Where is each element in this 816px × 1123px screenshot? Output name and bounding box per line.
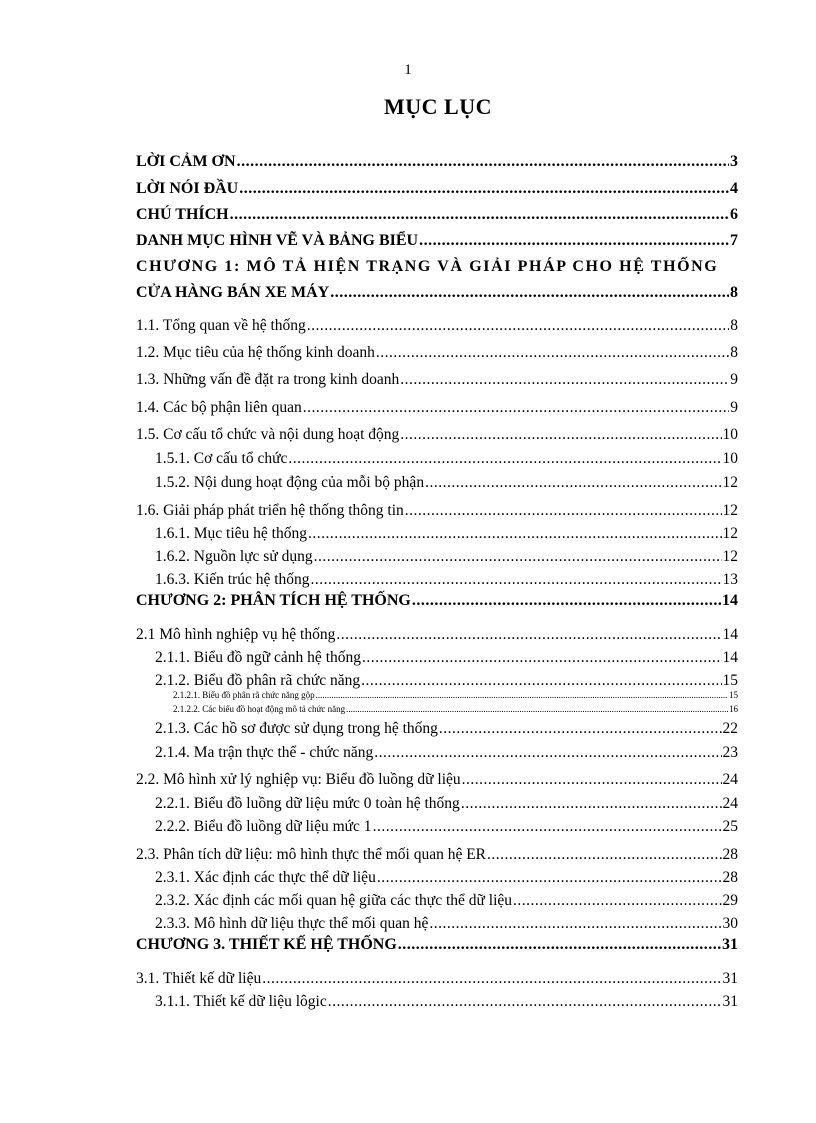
- toc-entry-chapter-3[interactable]: CHƯƠNG 3. THIẾT KẾ HỆ THỐNG ..... 31: [136, 936, 738, 954]
- toc-entry-1-6[interactable]: 1.6. Giải pháp phát triển hệ thống thông tin ..... 12: [136, 502, 738, 520]
- toc-entry-2-1-2-2[interactable]: 2.1.2.2. Các biểu đồ hoạt động mô tả chức năng ..... 16: [173, 704, 738, 714]
- toc-entry-3-1[interactable]: 3.1. Thiết kế dữ liệu ..... 31: [136, 970, 738, 988]
- toc-entry-2-3-2[interactable]: 2.3.2. Xác định các mối quan hệ giữa các thực thể dữ liệu ..... 29: [155, 892, 738, 910]
- toc-entry-2-1-1[interactable]: 2.1.1. Biểu đồ ngữ cảnh hệ thống ..... 14: [155, 649, 738, 667]
- toc-entry-2-3-1[interactable]: 2.3.1. Xác định các thực thể dữ liệu ..... 28: [155, 869, 738, 887]
- toc-entry-danh-muc-hinh-ve[interactable]: DANH MỤC HÌNH VẼ VÀ BẢNG BIỂU ..... 7: [136, 232, 738, 250]
- toc-entry-1-6-2[interactable]: 1.6.2. Nguồn lực sử dụng ..... 12: [155, 548, 738, 566]
- toc-entry-3-1-1[interactable]: 3.1.1. Thiết kế dữ liệu lôgic ..... 31: [155, 993, 738, 1011]
- toc-entry-2-3[interactable]: 2.3. Phân tích dữ liệu: mô hình thực thể mối quan hệ ER ..... 28: [136, 846, 738, 864]
- toc-entry-chu-thich[interactable]: CHÚ THÍCH ..... 6: [136, 206, 738, 224]
- toc-entry-loi-noi-dau[interactable]: LỜI NÓI ĐẦU ..... 4: [136, 180, 738, 198]
- toc-entry-1-5[interactable]: 1.5. Cơ cấu tổ chức và nội dung hoạt động ..... 10: [136, 426, 738, 444]
- toc-entry-1-5-1[interactable]: 1.5.1. Cơ cấu tổ chức ..... 10: [155, 450, 738, 468]
- toc-entry-chapter-1[interactable]: CỬA HÀNG BÁN XE MÁY ..... 8: [136, 284, 738, 302]
- toc-entry-2-2-2[interactable]: 2.2.2. Biểu đồ luồng dữ liệu mức 1 ..... 25: [155, 818, 738, 836]
- toc-entry-1-1[interactable]: 1.1. Tổng quan về hệ thống ..... 8: [136, 317, 738, 335]
- page-title: MỤC LỤC: [384, 94, 492, 119]
- toc-entry-2-1-3[interactable]: 2.1.3. Các hồ sơ được sử dụng trong hệ thống ..... 22: [155, 720, 738, 738]
- toc-entry-2-2-1[interactable]: 2.2.1. Biểu đồ luồng dữ liệu mức 0 toàn hệ thống ..... 24: [155, 795, 738, 813]
- toc-chapter-1-line1[interactable]: CHƯƠNG 1: MÔ TẢ HIỆN TRẠNG VÀ GIẢI PHÁP CHO HỆ THỐNG: [136, 258, 719, 275]
- toc-entry-2-1-4[interactable]: 2.1.4. Ma trận thực thể - chức năng ..... 23: [155, 744, 738, 762]
- toc-entry-1-5-2[interactable]: 1.5.2. Nội dung hoạt động của mỗi bộ phận ..... 12: [155, 474, 738, 492]
- toc-entry-1-4[interactable]: 1.4. Các bộ phận liên quan ..... 9: [136, 399, 738, 417]
- toc-entry-2-1[interactable]: 2.1 Mô hình nghiệp vụ hệ thống ..... 14: [136, 626, 738, 644]
- toc-entry-1-3[interactable]: 1.3. Những vấn đề đặt ra trong kinh doanh ..... 9: [136, 371, 738, 389]
- toc-entry-1-6-1[interactable]: 1.6.1. Mục tiêu hệ thống ..... 12: [155, 525, 738, 543]
- toc-entry-loi-cam-on[interactable]: LỜI CẢM ƠN ..... 3: [136, 153, 738, 171]
- toc-entry-2-1-2[interactable]: 2.1.2. Biểu đồ phân rã chức năng ..... 15: [155, 672, 738, 690]
- toc-entry-2-3-3[interactable]: 2.3.3. Mô hình dữ liệu thực thể mối quan hệ ..... 30: [155, 915, 738, 933]
- toc-entry-2-2[interactable]: 2.2. Mô hình xử lý nghiệp vụ: Biểu đồ luồng dữ liệu ..... 24: [136, 771, 738, 789]
- toc-entry-2-1-2-1[interactable]: 2.1.2.1. Biểu đồ phân rã chức năng gộp ..... 15: [173, 690, 738, 700]
- page-number: 1: [404, 62, 412, 78]
- toc-entry-chapter-2[interactable]: CHƯƠNG 2: PHÂN TÍCH HỆ THỐNG ..... 14: [136, 592, 738, 610]
- toc-entry-1-6-3[interactable]: 1.6.3. Kiến trúc hệ thống ..... 13: [155, 571, 738, 589]
- toc-entry-1-2[interactable]: 1.2. Mục tiêu của hệ thống kinh doanh ..... 8: [136, 344, 738, 362]
